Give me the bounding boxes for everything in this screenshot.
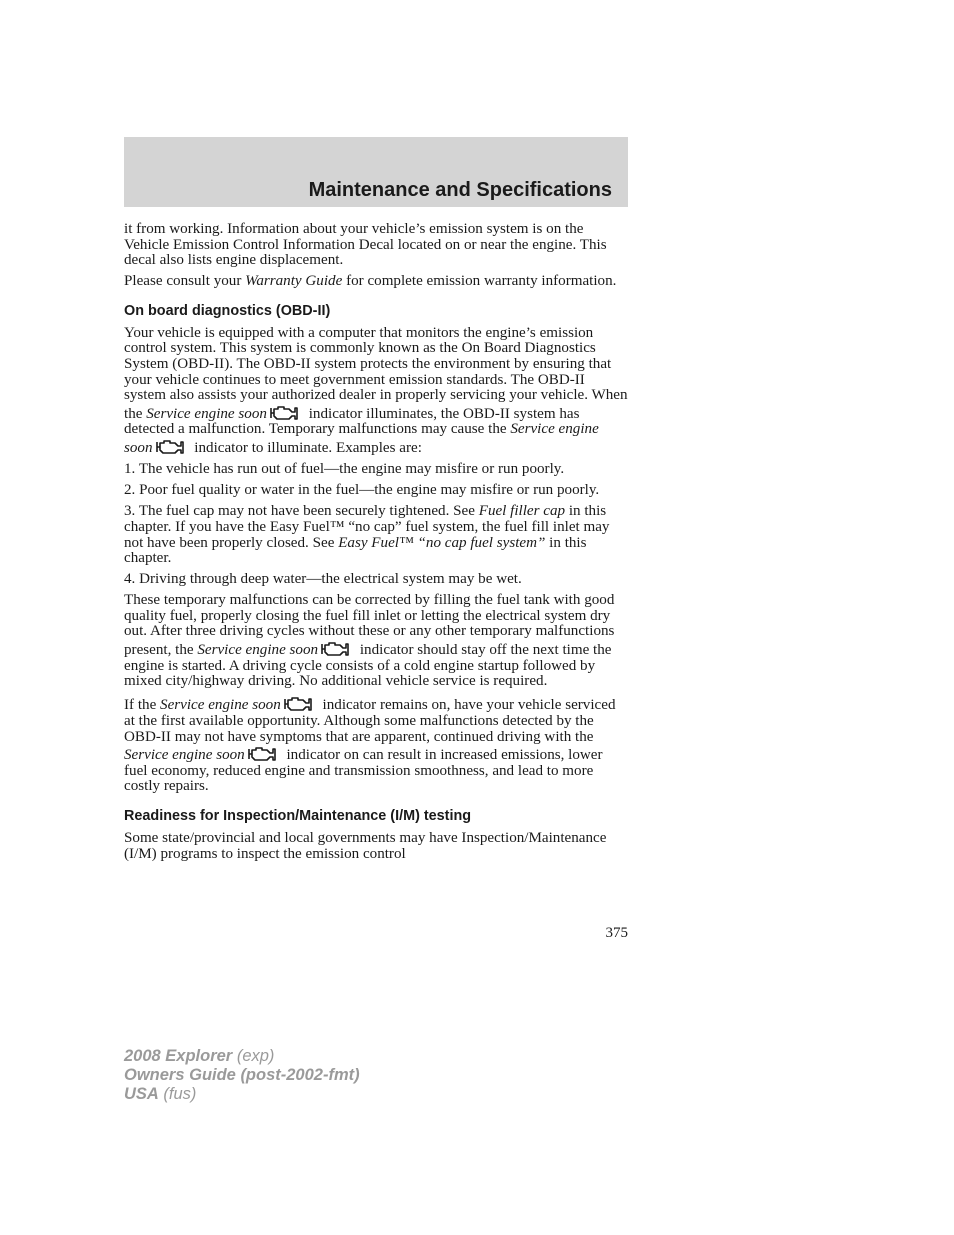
- list-item: 4. Driving through deep water—the electrical system may be wet.: [124, 571, 522, 588]
- check-engine-icon: [247, 745, 277, 763]
- footer-line: 2008 Explorer (exp): [124, 1047, 275, 1065]
- list-item: 2. Poor fuel quality or water in the fuel—the engine may misfire or run poorly.: [124, 482, 600, 499]
- section-header: [124, 137, 628, 207]
- page-body: [124, 222, 628, 868]
- paragraph: Some state/provincial and local governments may have Inspection/Maintenance (I/M) programs to inspect the emission control: [124, 829, 607, 862]
- list-item: 3. The fuel cap may not have been securely tightened. See Fuel filler cap in this chapter. If you have the Easy Fuel™ “no cap” fuel system, the fuel fill inlet may not have been properly closed. See Easy Fuel™ “no cap fuel system” in this chapter.: [124, 503, 610, 567]
- paragraph: Your vehicle is equipped with a computer that monitors the engine’s emission control system. This system is commonly known as the On Board Diagnostics System (OBD-II). The OBD-II system protects the environment by ensuring that your vehicle continues to meet government emission standards. The OBD-II system also assists your authorized dealer in properly servicing your vehicle. When the Service engine soon indicator illuminates, the OBD-II system has detected a malfunction. Temporary malfunctions may cause the Service engine soon indicator to illuminate. Examples are:: [124, 324, 628, 457]
- footer-line: USA (fus): [124, 1085, 197, 1103]
- paragraph: These temporary malfunctions can be corrected by filling the fuel tank with good quality fuel, properly closing the fuel fill inlet or letting the electrical system dry out. After three driving cycles without these or any other temporary malfunctions present, the Service engine soon indicator should stay off the next time the engine is started. A driving cycle consists of a cold engine startup followed by mixed city/highway driving. No additional vehicle service is required.: [124, 592, 615, 690]
- heading-obd: On board diagnostics (OBD-II): [124, 302, 331, 319]
- paragraph: Please consult your Warranty Guide for complete emission warranty information.: [124, 273, 617, 290]
- page-number: 375: [605, 925, 628, 941]
- easy-fuel-ref: Easy Fuel™ “no cap fuel system”: [338, 534, 546, 551]
- check-engine-icon: [320, 640, 350, 658]
- fuel-filler-cap-ref: Fuel filler cap: [478, 503, 566, 520]
- check-engine-icon: [155, 438, 185, 456]
- paragraph: it from working. Information about your vehicle’s emission system is on the Vehicle Emission Control Information Decal located on or near the engine. This decal also lists engine displacement.: [124, 221, 607, 269]
- check-engine-icon: [269, 404, 299, 422]
- footer: [124, 1047, 360, 1104]
- warranty-guide-ref: Warranty Guide: [245, 273, 343, 290]
- footer-line: Owners Guide (post-2002-fmt): [124, 1066, 360, 1084]
- section-title: Maintenance and Specifications: [308, 179, 612, 201]
- check-engine-icon: [283, 695, 313, 713]
- paragraph: If the Service engine soon indicator remains on, have your vehicle serviced at the first available opportunity. Although some malfunctions detected by the OBD-II may not have symptoms that are apparent, continued driving with the Service engine soon indicator on can result in increased emissions, lower fuel economy, reduced engine and transmission smoothness, and lead to more costly repairs.: [124, 697, 616, 795]
- list-item: 1. The vehicle has run out of fuel—the engine may misfire or run poorly.: [124, 461, 565, 478]
- heading-im-testing: Readiness for Inspection/Maintenance (I/M) testing: [124, 807, 472, 824]
